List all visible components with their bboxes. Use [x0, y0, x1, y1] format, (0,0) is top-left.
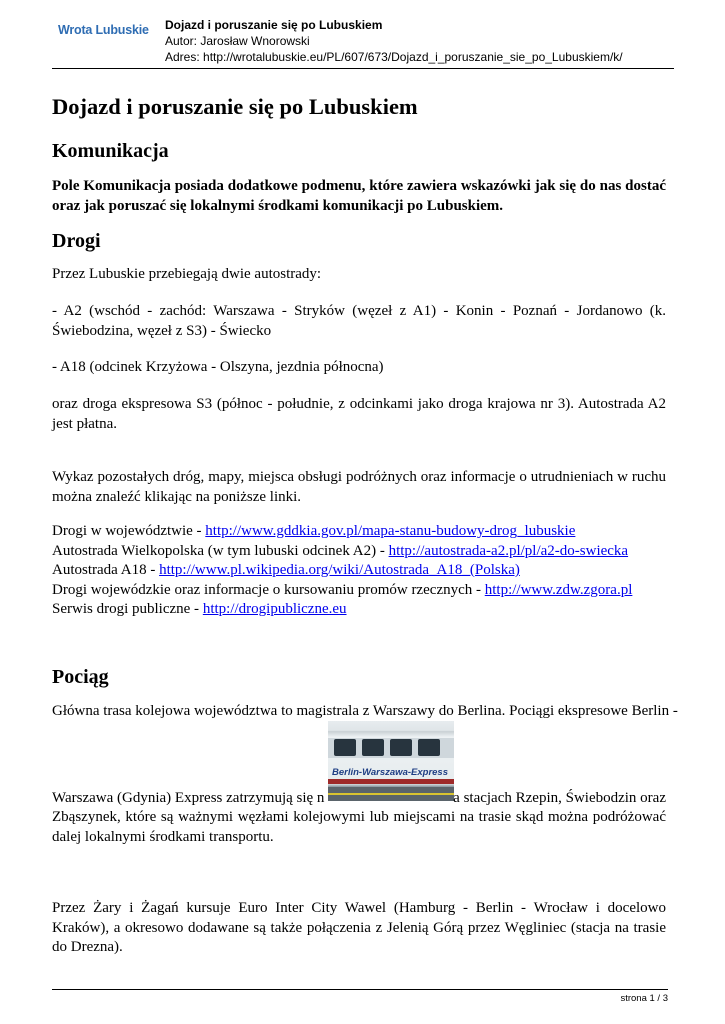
train-label: Berlin-Warszawa-Express: [332, 767, 448, 778]
section-heading-drogi: Drogi: [52, 230, 101, 252]
link-row: [52, 600, 666, 620]
header-info: [165, 17, 623, 65]
train-red-band: [328, 779, 454, 784]
train-window: [390, 739, 412, 756]
pociag-paragraph: Przez Żary i Żagań kursuje Euro Inter City Wawel (Hamburg - Berlin - Wrocław i docelowo Kraków), a okresowo dodawane są także połączenia z Jelenią Górą przez Węgliniec (stacja na trasie do Drezna).: [52, 900, 666, 955]
header-address: Adres: http://wrotalubuskie.eu/PL/607/673/Dojazd_i_poruszanie_sie_po_Lubuskiem/k/: [165, 50, 623, 64]
header-title: Dojazd i poruszanie się po Lubuskiem: [165, 18, 383, 32]
drogi-paragraph: Przez Lubuskie przebiegają dwie autostrady:: [52, 266, 322, 282]
road-links-list: [52, 522, 666, 620]
link-wikipedia-a18[interactable]: http://www.pl.wikipedia.org/wiki/Autostrada_A18_(Polska): [159, 562, 520, 578]
page-number: strona 1 / 3: [620, 993, 668, 1004]
drogi-paragraph: - A18 (odcinek Krzyżowa - Olszyna, jezdnia północna): [52, 359, 384, 375]
pociag-paragraph-cont: Zbąszynek, które są ważnymi węzłami kolejowymi lub miejscami na trasie skąd można podróżować dalej lokalnymi środkami transportu.: [52, 809, 666, 845]
link-prefix: Drogi wojewódzkie oraz informacje o kursowaniu promów rzecznych -: [52, 581, 485, 598]
drogi-paragraph: - A2 (wschód - zachód: Warszawa - Stryków (węzeł z A1) - Konin - Poznań - Jordanowo (k. Świebodzina, węzeł z S3) - Świecko: [52, 303, 666, 339]
pociag-paragraph-rest: a stacjach Rzepin, Świebodzin oraz: [453, 790, 666, 806]
page-header: [52, 14, 674, 69]
section-heading-pociag: Pociąg: [52, 666, 109, 688]
pociag-paragraph: Główna trasa kolejowa województwa to magistrala z Warszawy do Berlina. Pociągi ekspresowe Berlin -: [52, 703, 678, 719]
train-window: [362, 739, 384, 756]
pociag-paragraph-start: Warszawa (Gdynia) Express zatrzymują się n: [52, 790, 325, 806]
train-window: [334, 739, 356, 756]
link-autostrada-a2[interactable]: http://autostrada-a2.pl/pl/a2-do-swiecka: [388, 542, 629, 559]
header-author: Autor: Jarosław Wnorowski: [165, 34, 310, 48]
link-row: [52, 581, 666, 601]
page-title: Dojazd i poruszanie się po Lubuskiem: [52, 94, 418, 119]
link-row: [52, 542, 666, 562]
drogi-paragraph: Wykaz pozostałych dróg, mapy, miejsca obsługi podróżnych oraz informacje o utrudnieniach w ruchu można znaleźć klikając na poniższe linki.: [52, 469, 666, 505]
section-heading-komunikacja: Komunikacja: [52, 140, 169, 162]
link-gddkia[interactable]: http://www.gddkia.gov.pl/mapa-stanu-budowy-drog_lubuskie: [205, 523, 576, 539]
link-prefix: Drogi w województwie -: [52, 523, 206, 539]
link-row: [52, 522, 666, 542]
link-row: [52, 561, 666, 581]
train-window: [418, 739, 440, 756]
drogi-paragraph: oraz droga ekspresowa S3 (północ - południe, z odcinkami jako droga krajowa nr 3). Autostrada A2 jest płatna.: [52, 396, 666, 432]
link-prefix: Autostrada A18 -: [52, 562, 160, 578]
wrota-lubuskie-logo[interactable]: Wrota Lubuskie: [58, 23, 149, 37]
link-prefix: Serwis drogi publiczne -: [52, 601, 203, 617]
komunikacja-intro: Pole Komunikacja posiada dodatkowe podmenu, które zawiera wskazówki jak się do nas dostać oraz jak poruszać się lokalnymi środkami komunikacji po Lubuskiem.: [52, 178, 666, 214]
link-drogi-publiczne[interactable]: http://drogipubliczne.eu: [202, 601, 347, 617]
link-prefix: Autostrada Wielkopolska (w tym lubuski odcinek A2) -: [52, 542, 389, 559]
page-footer: [52, 989, 668, 1004]
link-zdw[interactable]: http://www.zdw.zgora.pl: [484, 581, 633, 598]
